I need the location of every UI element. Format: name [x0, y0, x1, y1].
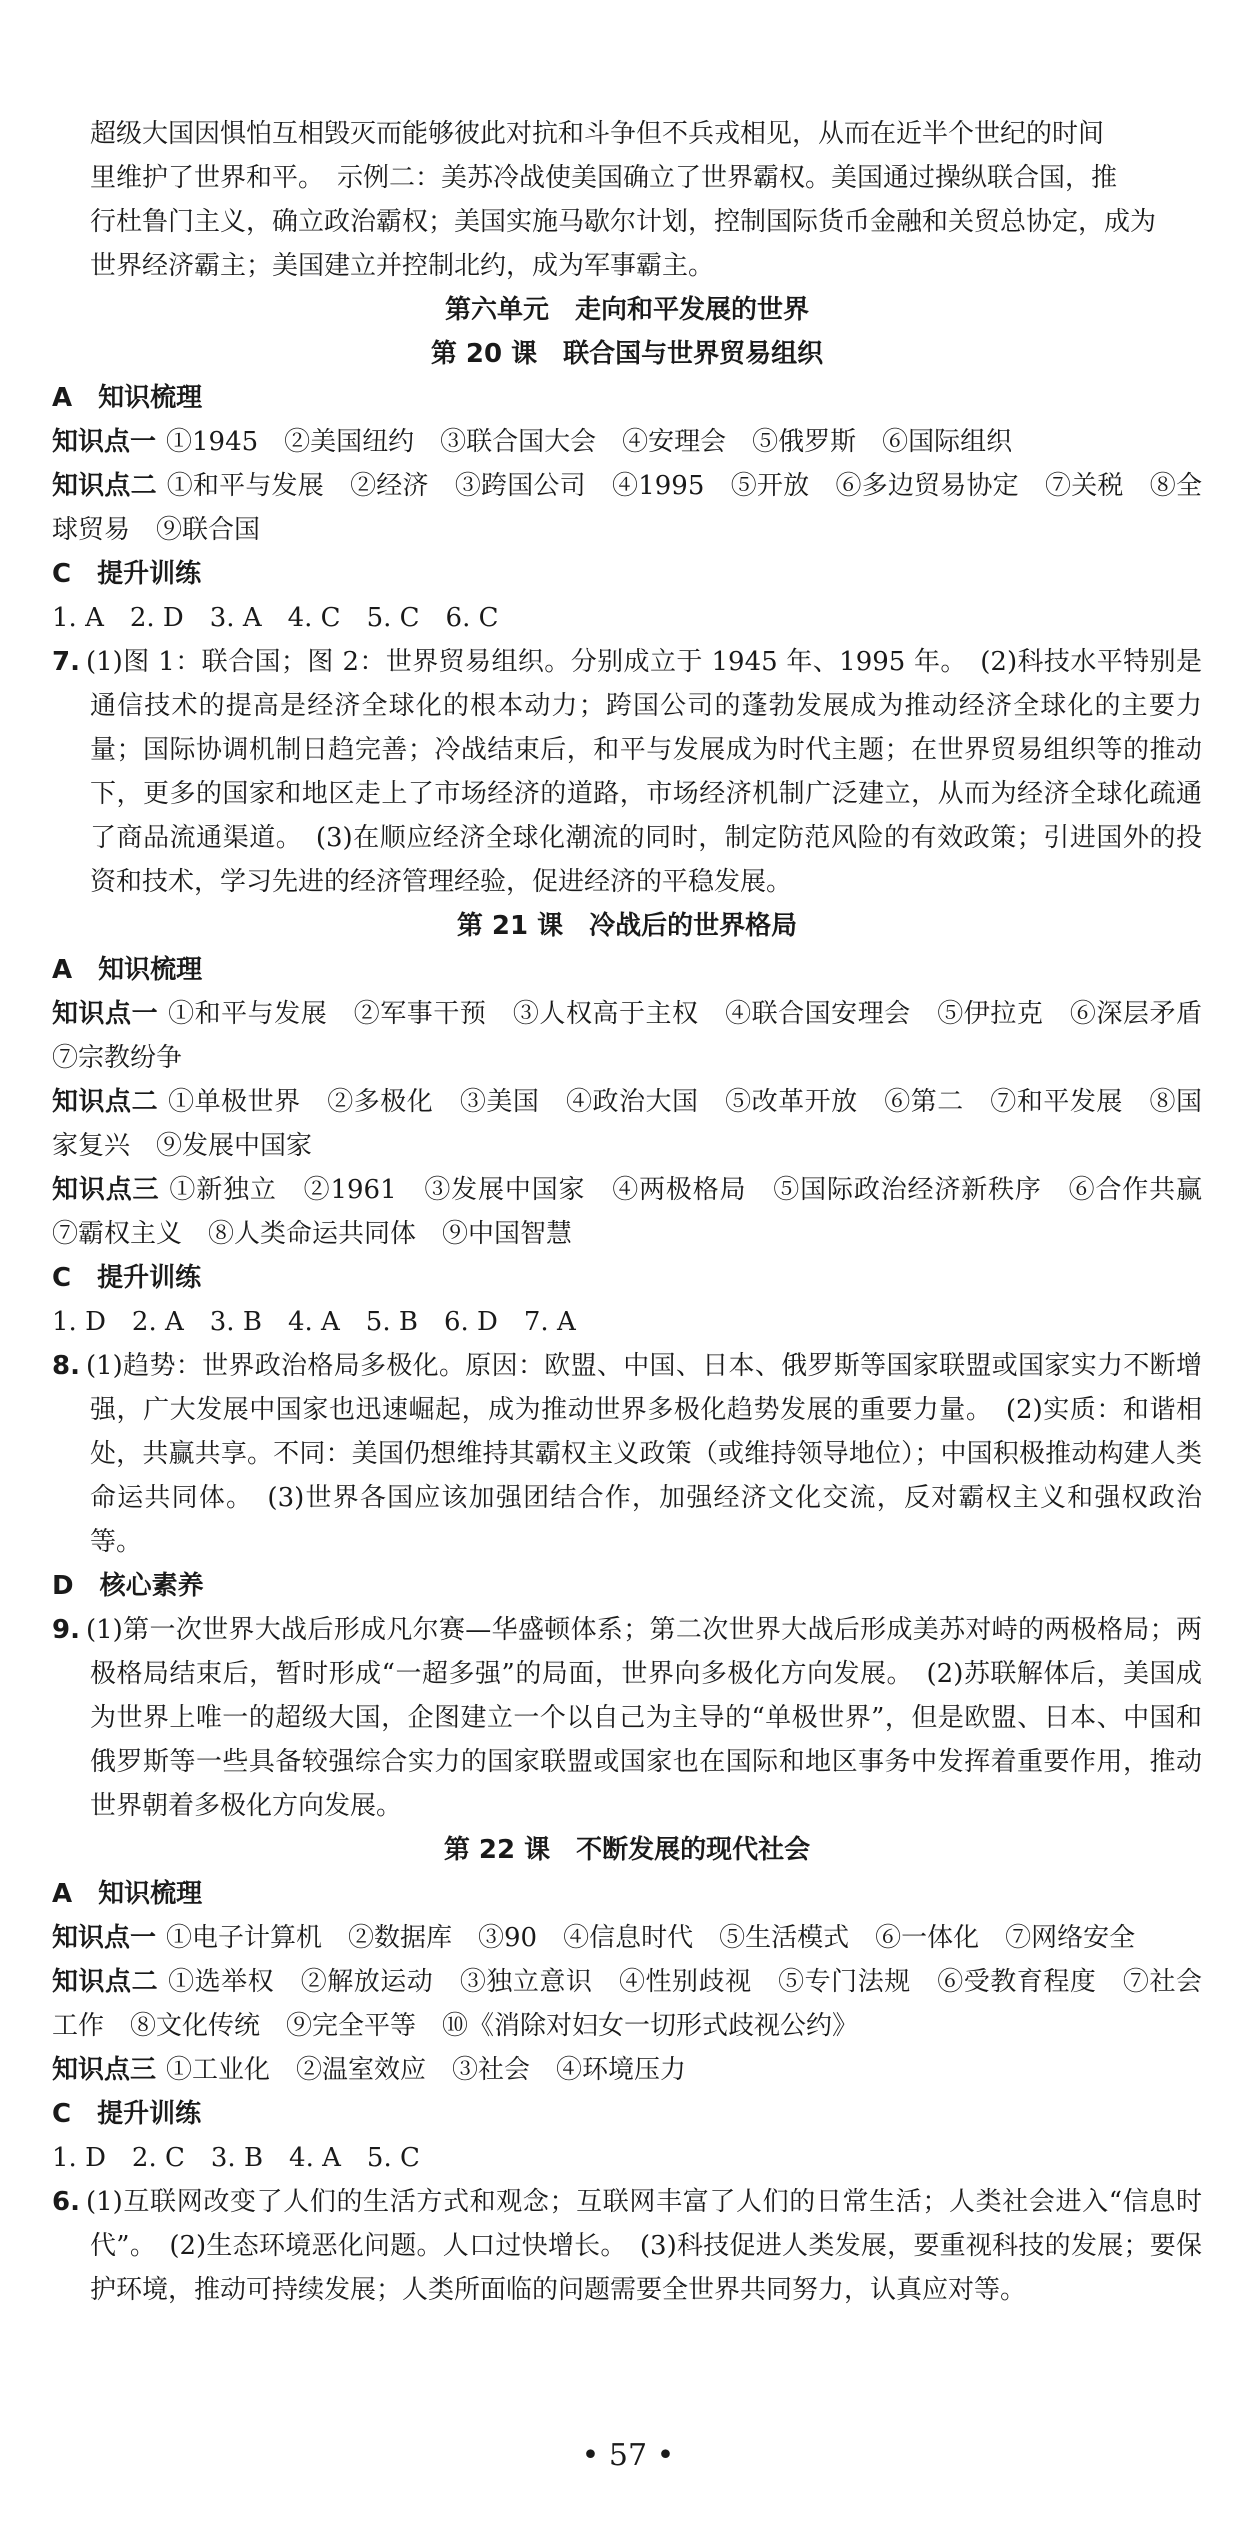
lesson-21-kp1: [52, 992, 1228, 1080]
lesson-22-kp2: [52, 1960, 1202, 2048]
lesson-21-kp3: [52, 1168, 1229, 1256]
intro-paragraph: [52, 112, 1202, 288]
kp-text: ①1945 ②美国纽约 ③联合国大会 ④安理会 ⑤俄罗斯 ⑥国际组织: [166, 427, 1013, 457]
answer-text: (1)第一次世界大战后形成凡尔赛—华盛顿体系；第二次世界大战后形成美苏对峙的两极格局；两极格局结束后，暂时形成“一超多强”的局面，世界向多极化方向发展。 (2)苏联解体后，美国成为世界上唯一的超级大国，企图建立一个以自己为主导的“单极世界”，但是欧盟、日本、中国和俄罗斯等一些具备较强综合实力的国家联盟或国家也在国际和地区事务中发挥着重要作用，推动世界朝着多极化方向发展。: [85, 1615, 1202, 1821]
lesson-21-q8: [52, 1344, 1202, 1564]
intro-line: 行杜鲁门主义，确立政治霸权；美国实施马歇尔计划，控制国际货币金融和关贸总协定，成为: [90, 207, 1157, 237]
kp-text: ①电子计算机 ②数据库 ③90 ④信息时代 ⑤生活模式 ⑥一体化 ⑦网络安全: [166, 1923, 1136, 1953]
intro-line: 里维护了世界和平。 示例二：美苏冷战使美国确立了世界霸权。美国通过操纵联合国，推: [90, 163, 1118, 193]
kp-label: 知识点一: [52, 999, 159, 1029]
lesson-21-section-d: D 核心素养: [52, 1571, 204, 1601]
kp-text: ①和平与发展 ②经济 ③跨国公司 ④1995 ⑤开放 ⑥多边贸易协定 ⑦关税 ⑧全球贸易 ⑨联合国: [52, 471, 1202, 545]
lesson-21-section-c: C 提升训练: [52, 1263, 202, 1293]
page-number: • 57 •: [581, 2438, 675, 2473]
lesson-22-section-c: C 提升训练: [52, 2099, 202, 2129]
lesson-21-section-a: A 知识梳理: [52, 955, 203, 985]
kp-text: ①新独立 ②1961 ③发展中国家 ④两极格局 ⑤国际政治经济新秩序 ⑥合作共赢 ⑦霸权主义 ⑧人类命运共同体 ⑨中国智慧: [52, 1175, 1229, 1249]
intro-line: 超级大国因惧怕互相毁灭而能够彼此对抗和斗争但不兵戎相见，从而在近半个世纪的时间: [90, 119, 1105, 149]
kp-label: 知识点一: [52, 427, 157, 457]
kp-text: ①和平与发展 ②军事干预 ③人权高于主权 ④联合国安理会 ⑤伊拉克 ⑥深层矛盾 ⑦宗教纷争: [52, 999, 1228, 1073]
lesson-21-title: 第 21 课 冷战后的世界格局: [456, 911, 798, 941]
answer-text: (1)互联网改变了人们的生活方式和观念；互联网丰富了人们的日常生活；人类社会进入“信息时代”。 (2)生态环境恶化问题。人口过快增长。 (3)科技促进人类发展，要重视科技的发展；要保护环境，推动可持续发展；人类所面临的问题需要全世界共同努力，认真应对等。: [85, 2187, 1202, 2305]
kp-label: 知识点三: [52, 1175, 160, 1205]
question-number: 7.: [52, 647, 80, 677]
question-number: 9.: [52, 1615, 80, 1645]
lesson-20-choice-answers: 1. A 2. D 3. A 4. C 5. C 6. C: [52, 603, 499, 633]
lesson-22-choice-answers: 1. D 2. C 3. B 4. A 5. C: [52, 2143, 420, 2173]
kp-label: 知识点一: [52, 1923, 157, 1953]
kp-label: 知识点二: [52, 471, 157, 501]
lesson-22-kp1: [52, 1916, 1202, 1960]
lesson-21-choice-answers: 1. D 2. A 3. B 4. A 5. B 6. D 7. A: [52, 1307, 576, 1337]
unit-title: 第六单元 走向和平发展的世界: [444, 295, 809, 325]
answer-text: (1)趋势：世界政治格局多极化。原因：欧盟、中国、日本、俄罗斯等国家联盟或国家实力不断增强，广大发展中国家也迅速崛起，成为推动世界多极化趋势发展的重要力量。 (2)实质：和谐相处，共赢共享。不同：美国仍想维持其霸权主义政策（或维持领导地位）；中国积极推动构建人类命运共同体。 (3)世界各国应该加强团结合作，加强经济文化交流，反对霸权主义和强权政治等。: [85, 1351, 1202, 1557]
lesson-20-kp1: [52, 420, 1202, 464]
lesson-22-kp3: [52, 2048, 1202, 2092]
lesson-22-section-a: A 知识梳理: [52, 1879, 203, 1909]
kp-label: 知识点二: [52, 1967, 159, 1997]
lesson-20-q7: [52, 640, 1202, 904]
question-number: 6.: [52, 2187, 80, 2217]
kp-label: 知识点三: [52, 2055, 157, 2085]
intro-line: 世界经济霸主；美国建立并控制北约，成为军事霸主。: [90, 251, 715, 281]
lesson-22-q6: [52, 2180, 1202, 2312]
lesson-20-title: 第 20 课 联合国与世界贸易组织: [430, 339, 824, 369]
kp-text: ①工业化 ②温室效应 ③社会 ④环境压力: [166, 2055, 687, 2085]
lesson-21-kp2: [52, 1080, 1202, 1168]
lesson-20-kp2: [52, 464, 1202, 552]
content: [52, 112, 1229, 2312]
lesson-22-title: 第 22 课 不断发展的现代社会: [443, 1835, 811, 1865]
lesson-20-section-c: C 提升训练: [52, 559, 202, 589]
lesson-20-section-a: A 知识梳理: [52, 383, 203, 413]
lesson-21-q9: [52, 1608, 1202, 1828]
kp-label: 知识点二: [52, 1087, 159, 1117]
question-number: 8.: [52, 1351, 80, 1381]
answer-text: (1)图 1：联合国；图 2：世界贸易组织。分别成立于 1945 年、1995 年。 (2)科技水平特别是通信技术的提高是经济全球化的根本动力；跨国公司的蓬勃发展成为推动经济全球化的主要力量；国际协调机制日趋完善；冷战结束后，和平与发展成为时代主题；在世界贸易组织等的推动下，更多的国家和地区走上了市场经济的道路，市场经济机制广泛建立，从而为经济全球化疏通了商品流通渠道。 (3)在顺应经济全球化潮流的同时，制定防范风险的有效政策；引进国外的投资和技术，学习先进的经济管理经验，促进经济的平稳发展。: [85, 647, 1202, 897]
kp-text: ①单极世界 ②多极化 ③美国 ④政治大国 ⑤改革开放 ⑥第二 ⑦和平发展 ⑧国家复兴 ⑨发展中国家: [52, 1087, 1202, 1161]
kp-text: ①选举权 ②解放运动 ③独立意识 ④性别歧视 ⑤专门法规 ⑥受教育程度 ⑦社会工作 ⑧文化传统 ⑨完全平等 ⑩《消除对妇女一切形式歧视公约》: [52, 1967, 1202, 2041]
